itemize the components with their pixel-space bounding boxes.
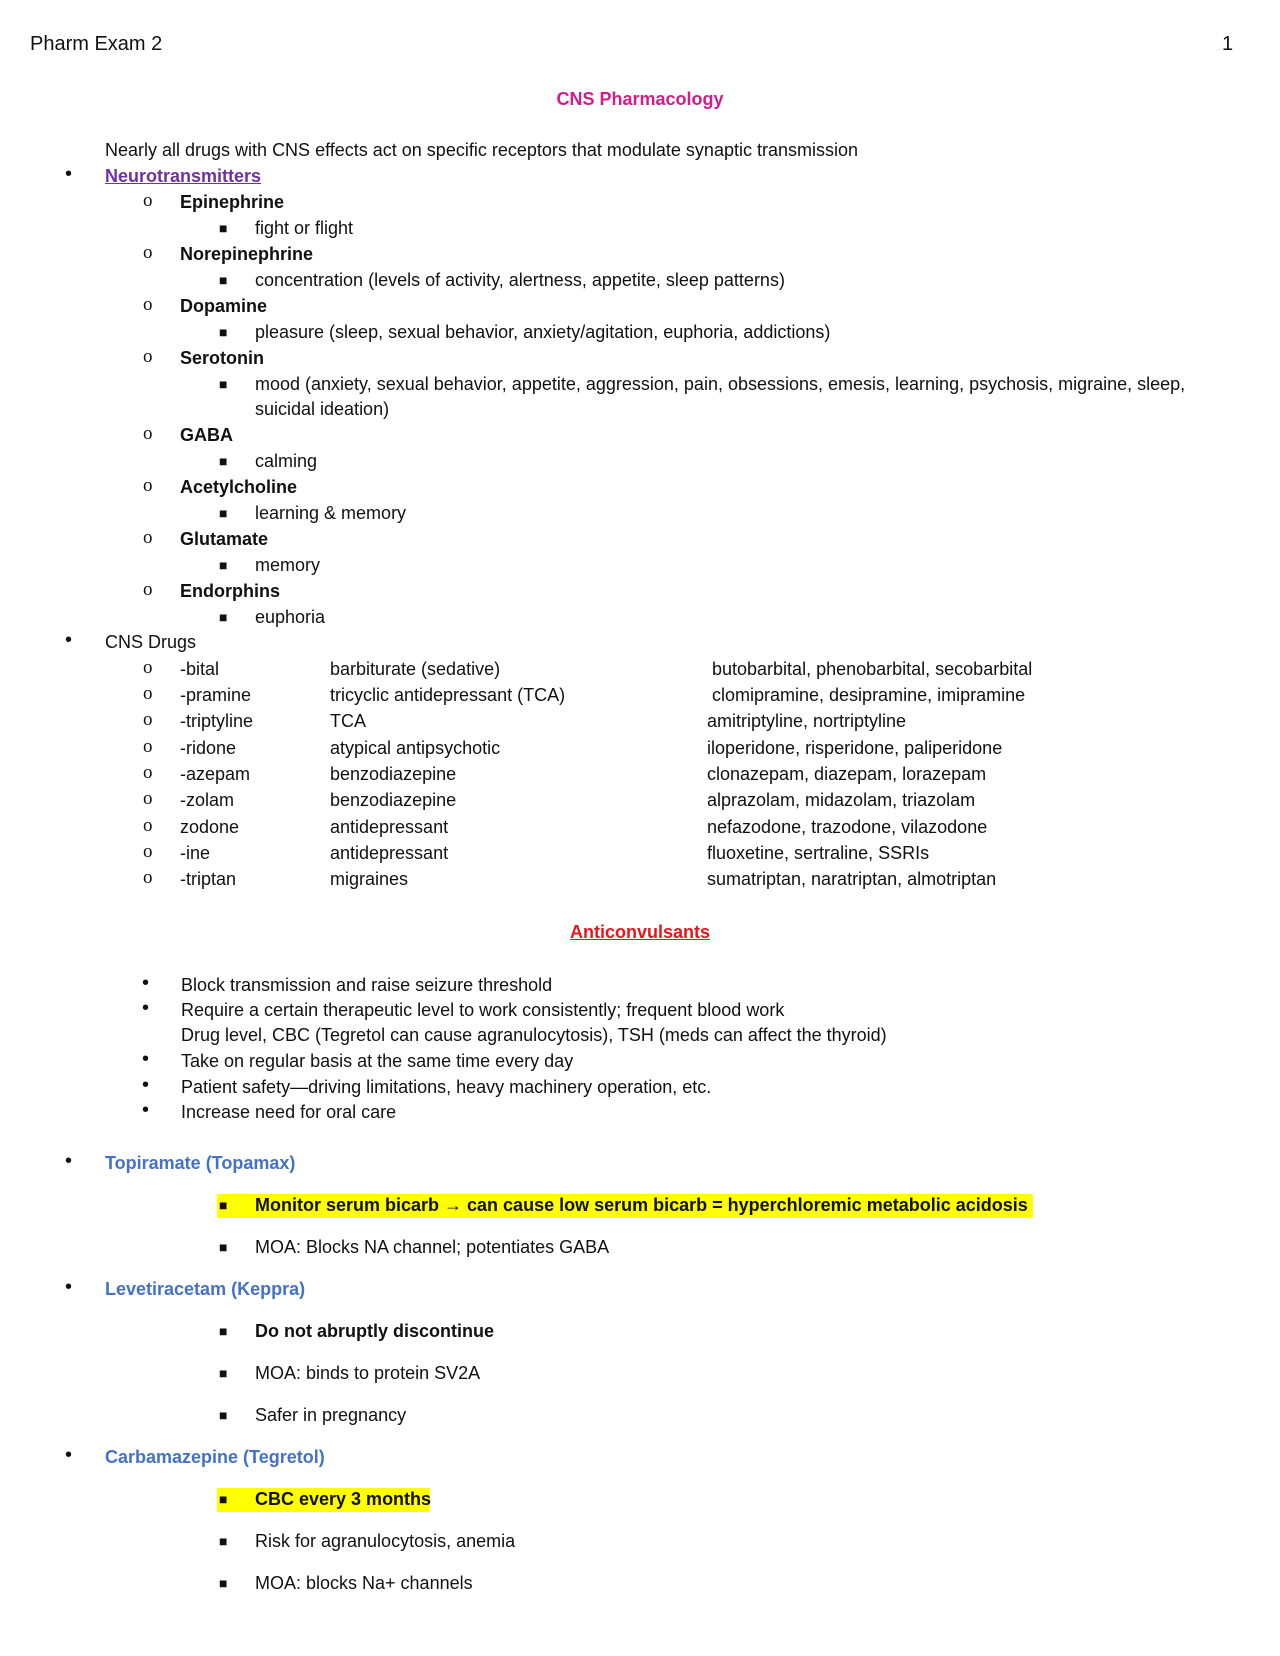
bullet-o: o (143, 657, 153, 678)
bullet-square: ■ (219, 1407, 228, 1423)
document-header-title: Pharm Exam 2 (30, 33, 163, 55)
carbamazepine-item: CBC every 3 months (255, 1489, 432, 1509)
bullet-dot: • (142, 1074, 150, 1096)
drug-suffix: -zolam (180, 790, 235, 810)
bullet-dot: • (142, 997, 150, 1019)
drug-examples: sumatriptan, naratriptan, almotriptan (707, 869, 997, 889)
transmitter-name: Epinephrine (180, 192, 285, 212)
drug-examples: nefazodone, trazodone, vilazodone (707, 817, 988, 837)
bullet-dot: • (65, 1276, 73, 1298)
bullet-square: ■ (219, 1365, 228, 1381)
transmitter-desc: learning & memory (255, 503, 407, 523)
bullet-o: o (143, 815, 153, 836)
levetiracetam-item: Safer in pregnancy (255, 1405, 407, 1425)
drug-suffix: -triptan (180, 869, 237, 889)
anticonvulsant-point: Take on regular basis at the same time every day (181, 1051, 574, 1071)
bullet-dot: • (142, 972, 150, 994)
anticonvulsant-point: Require a certain therapeutic level to work consistently; frequent blood work (181, 1000, 785, 1020)
drug-examples: clonazepam, diazepam, lorazepam (707, 764, 987, 784)
bullet-square: ■ (219, 557, 228, 573)
topiramate-moa: MOA: Blocks NA channel; potentiates GABA (255, 1237, 610, 1257)
drug-examples: clomipramine, desipramine, imipramine (707, 685, 1026, 705)
bullet-o: o (143, 242, 153, 263)
bullet-dot: • (142, 1099, 150, 1121)
transmitter-name: Glutamate (180, 529, 269, 549)
drug-examples: alprazolam, midazolam, triazolam (707, 790, 976, 810)
arrow-right-icon: → (444, 1195, 463, 1215)
highlight-text: Monitor serum bicarb (255, 1195, 445, 1215)
drug-class: TCA (330, 711, 366, 731)
drug-suffix: zodone (180, 817, 240, 837)
bullet-o: o (143, 579, 153, 600)
bullet-dot: • (142, 1048, 150, 1070)
bullet-dot: • (65, 629, 73, 651)
drug-class: tricyclic antidepressant (TCA) (330, 685, 566, 705)
transmitter-desc: fight or flight (255, 218, 354, 238)
drug-suffix: -triptyline (180, 711, 254, 731)
bullet-square: ■ (219, 1575, 228, 1591)
highlight-text: can cause low serum bicarb = hyperchloremic metabolic acidosis (462, 1195, 1028, 1215)
bullet-square: ■ (219, 505, 228, 521)
bullet-o: o (143, 736, 153, 757)
carbamazepine-item: MOA: blocks Na+ channels (255, 1573, 473, 1593)
section-title-anticonvulsants: Anticonvulsants (569, 922, 711, 942)
bullet-dot: • (65, 1444, 73, 1466)
anticonvulsant-point: Increase need for oral care (181, 1102, 397, 1122)
drug-suffix: -ridone (180, 738, 237, 758)
anticonvulsant-point: Block transmission and raise seizure threshold (181, 975, 553, 995)
levetiracetam-item: Do not abruptly discontinue (255, 1321, 494, 1341)
bullet-o: o (143, 423, 153, 444)
bullet-o: o (143, 683, 153, 704)
drug-suffix: -bital (180, 659, 220, 679)
drug-class: antidepressant (330, 817, 449, 837)
drug-class: antidepressant (330, 843, 449, 863)
transmitter-desc: pleasure (sleep, sexual behavior, anxiety/agitation, euphoria, addictions) (255, 322, 831, 342)
drug-heading-levetiracetam: Levetiracetam (Keppra) (105, 1279, 306, 1299)
drug-class: migraines (330, 869, 409, 889)
transmitter-desc: euphoria (255, 607, 326, 627)
drug-class: benzodiazepine (330, 790, 457, 810)
bullet-square: ■ (219, 1491, 228, 1507)
bullet-dot: • (65, 163, 73, 185)
cns-intro: Nearly all drugs with CNS effects act on specific receptors that modulate synaptic transmission (105, 140, 858, 160)
bullet-square: ■ (219, 609, 228, 625)
transmitter-name: GABA (180, 425, 233, 445)
bullet-square: ■ (219, 220, 228, 236)
anticonvulsant-point: Patient safety—driving limitations, heavy machinery operation, etc. (181, 1077, 712, 1097)
drug-examples: amitriptyline, nortriptyline (707, 711, 907, 731)
transmitter-desc: concentration (levels of activity, alertness, appetite, sleep patterns) (255, 270, 785, 290)
bullet-dot: • (65, 1150, 73, 1172)
drug-examples: fluoxetine, sertraline, SSRIs (707, 843, 930, 863)
drug-class: atypical antipsychotic (330, 738, 501, 758)
bullet-o: o (143, 190, 153, 211)
neurotransmitters-heading: Neurotransmitters (105, 166, 262, 186)
bullet-square: ■ (219, 453, 228, 469)
drug-class: barbiturate (sedative) (330, 659, 501, 679)
transmitter-name: Dopamine (180, 296, 268, 316)
drug-examples: iloperidone, risperidone, paliperidone (707, 738, 1003, 758)
bullet-square: ■ (219, 272, 228, 288)
section-title-cns: CNS Pharmacology (556, 89, 724, 109)
bullet-square: ■ (219, 324, 228, 340)
bullet-square: ■ (219, 1323, 228, 1339)
bullet-o: o (143, 841, 153, 862)
page-number: 1 (1222, 33, 1234, 55)
anticonvulsant-point-sub: Drug level, CBC (Tegretol can cause agranulocytosis), TSH (meds can affect the thyroid) (181, 1025, 887, 1045)
drug-suffix: -ine (180, 843, 211, 863)
drug-heading-carbamazepine: Carbamazepine (Tegretol) (105, 1447, 325, 1467)
bullet-o: o (143, 475, 153, 496)
drug-heading-topiramate: Topiramate (Topamax) (105, 1153, 296, 1173)
bullet-o: o (143, 867, 153, 888)
transmitter-desc-cont: suicidal ideation) (255, 399, 390, 419)
bullet-o: o (143, 762, 153, 783)
drug-suffix: -pramine (180, 685, 252, 705)
bullet-o: o (143, 788, 153, 809)
transmitter-desc: calming (255, 451, 318, 471)
topiramate-highlight-note (255, 1193, 1028, 1217)
bullet-square: ■ (219, 376, 228, 392)
transmitter-name: Acetylcholine (180, 477, 298, 497)
cns-drugs-heading: CNS Drugs (105, 632, 197, 652)
carbamazepine-item: Risk for agranulocytosis, anemia (255, 1531, 516, 1551)
levetiracetam-item: MOA: binds to protein SV2A (255, 1363, 481, 1383)
transmitter-desc: mood (anxiety, sexual behavior, appetite, aggression, pain, obsessions, emesis, learning, psychosis, migraine, sleep, (255, 374, 1186, 394)
drug-suffix: -azepam (180, 764, 251, 784)
bullet-o: o (143, 294, 153, 315)
transmitter-desc: memory (255, 555, 321, 575)
bullet-o: o (143, 346, 153, 367)
transmitter-name: Serotonin (180, 348, 264, 368)
transmitter-name: Norepinephrine (180, 244, 314, 264)
bullet-o: o (143, 709, 153, 730)
bullet-square: ■ (219, 1197, 228, 1213)
bullet-square: ■ (219, 1533, 228, 1549)
bullet-o: o (143, 527, 153, 548)
drug-examples: butobarbital, phenobarbital, secobarbital (707, 659, 1033, 679)
bullet-square: ■ (219, 1239, 228, 1255)
transmitter-name: Endorphins (180, 581, 280, 601)
drug-class: benzodiazepine (330, 764, 457, 784)
